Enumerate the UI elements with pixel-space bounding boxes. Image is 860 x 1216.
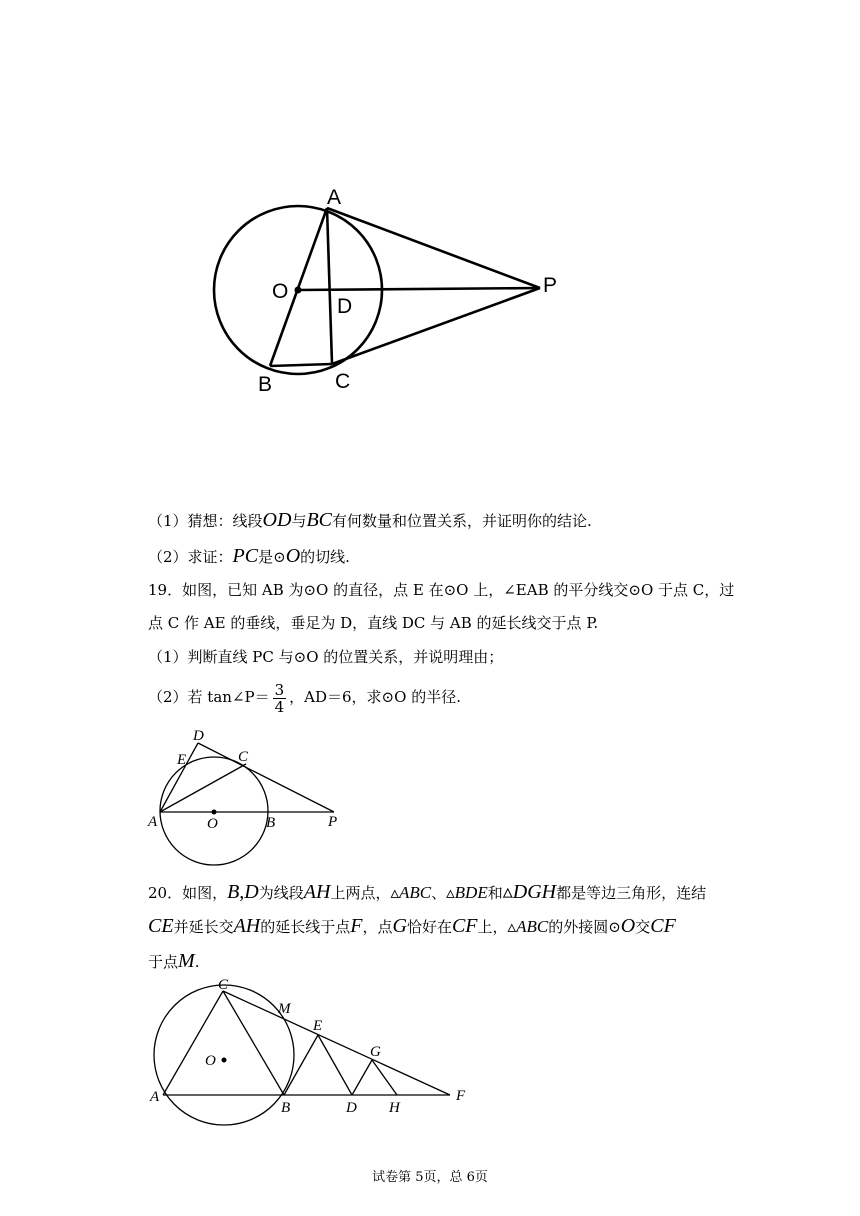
label-g: G: [370, 1044, 381, 1060]
circle-o: [214, 206, 382, 374]
q20-line2: CE并延长交AH的延长线于点F，点G恰好在CF上，▵ABC的外接圆⊙O交CF: [148, 915, 676, 937]
segment-ad: [160, 743, 198, 812]
circumcircle-abc: [154, 985, 294, 1125]
segment-gh: [372, 1060, 397, 1095]
label-c: C: [218, 977, 229, 993]
segment-ac: [327, 208, 332, 364]
segment-cp: [332, 288, 540, 364]
fraction: $\frac{3}{4}$: [274, 680, 285, 716]
label-b: B: [266, 815, 276, 831]
label-a: A: [327, 186, 342, 209]
label-a: A: [150, 1089, 160, 1105]
label-b: B: [281, 1100, 291, 1116]
center-point-o: [295, 287, 302, 294]
q19-line1: 19．如图，已知 AB 为⊙O 的直径，点 E 在⊙O 上，∠EAB 的平分线交⊙O 于点 C，过: [148, 581, 735, 599]
label-c: C: [238, 749, 249, 765]
label-d: D: [346, 1100, 357, 1116]
q18-part2: （2）求证：PC是⊙O的切线.: [148, 545, 350, 567]
segment-dp: [198, 743, 334, 812]
q19-part2: （2）若 tan∠P＝ $\frac{3}{4}$ ，AD＝6，求⊙O 的半径.: [148, 680, 461, 716]
label-p: P: [543, 274, 558, 297]
q20-line3: 于点M.: [148, 950, 200, 972]
circle-o-q19: [160, 757, 268, 865]
label-o: O: [205, 1053, 216, 1069]
segment-dg: [352, 1060, 372, 1095]
segment-ap: [327, 208, 540, 288]
label-f: F: [456, 1088, 466, 1104]
q18-part1: （1）猜想：线段OD与BC有何数量和位置关系，并证明你的结论.: [148, 509, 592, 531]
segment-ac: [160, 764, 246, 812]
segment-cb: [223, 991, 284, 1095]
label-a: A: [148, 814, 158, 830]
label-e: E: [313, 1018, 323, 1034]
center-point-o-q19: [212, 810, 217, 815]
q19-part1: （1）判断直线 PC 与⊙O 的位置关系，并说明理由；: [148, 648, 504, 666]
page-footer: 试卷第 5页，总 6页: [372, 1170, 488, 1185]
label-d: D: [337, 295, 353, 318]
segment-cf: [223, 991, 450, 1095]
label-d: D: [193, 728, 204, 744]
segment-bc: [270, 364, 332, 366]
segment-ed: [318, 1035, 352, 1095]
label-b: B: [258, 373, 273, 396]
label-o: O: [272, 280, 289, 303]
label-e: E: [177, 752, 187, 768]
segment-op: [298, 288, 540, 290]
label-o: O: [207, 816, 218, 832]
q19-line2: 点 C 作 AE 的垂线，垂足为 D，直线 DC 与 AB 的延长线交于点 P.: [148, 614, 599, 632]
label-p: P: [328, 814, 338, 830]
segment-ac: [163, 991, 223, 1095]
center-point-o-q20: [222, 1058, 227, 1063]
q20-line1: 20．如图，B,D为线段AH上两点，▵ABC、▵BDE和▵DGH都是等边三角形，连结: [148, 881, 707, 903]
segment-ab: [270, 208, 327, 366]
segment-be: [284, 1035, 318, 1095]
label-m: M: [278, 1001, 291, 1017]
label-h: H: [389, 1100, 400, 1116]
label-c: C: [335, 370, 351, 393]
